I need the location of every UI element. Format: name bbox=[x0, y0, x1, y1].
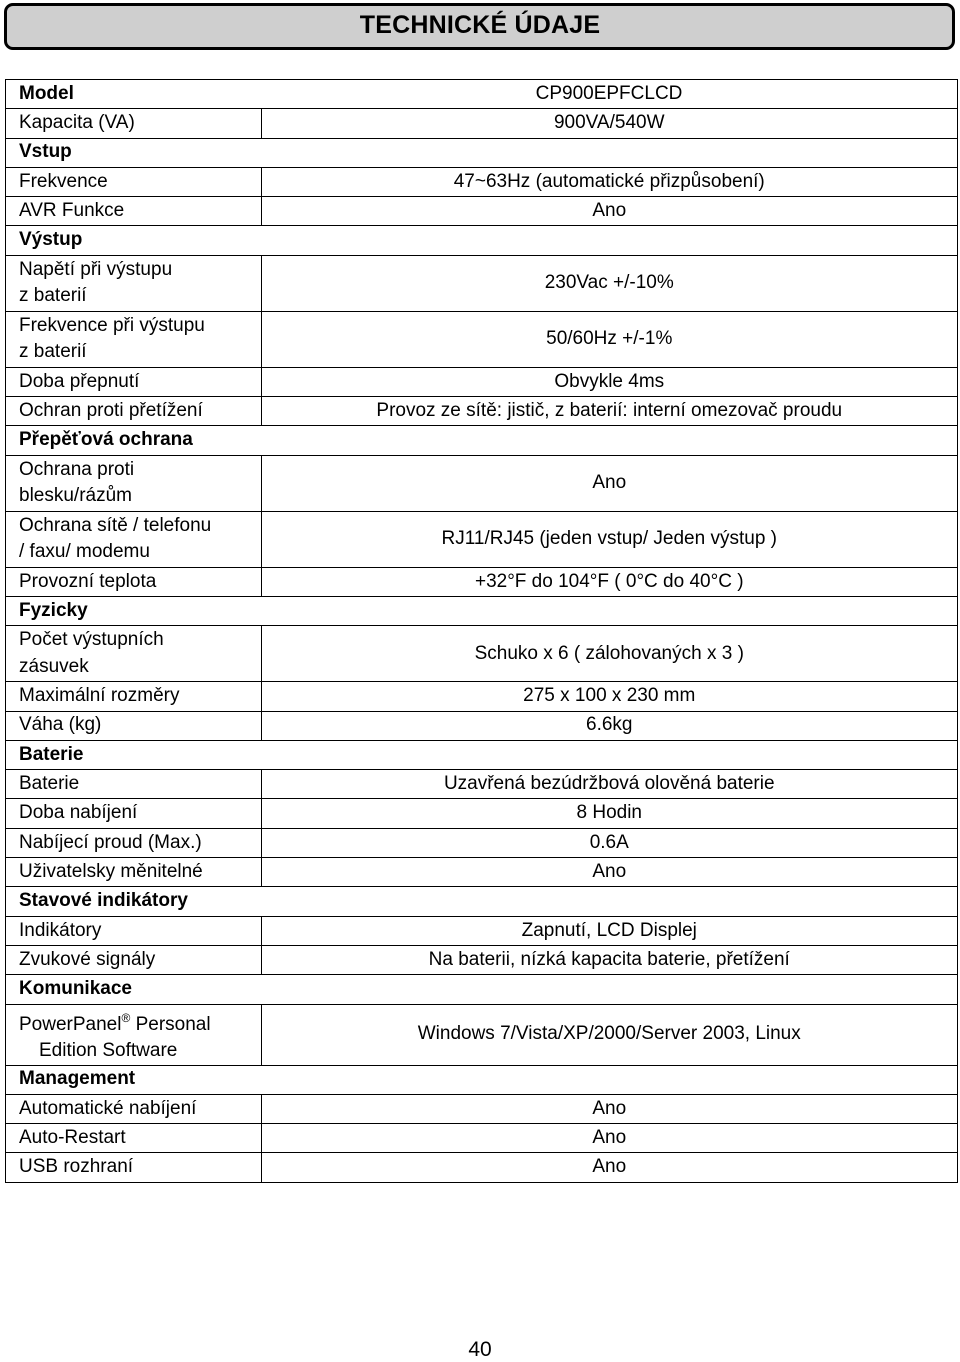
spec-value: Uzavřená bezúdržbová olověná baterie bbox=[261, 770, 958, 799]
product-name-suffix: Personal bbox=[130, 1013, 211, 1035]
section-row bbox=[6, 138, 958, 167]
spec-label-line: Ochrana proti bbox=[19, 458, 135, 480]
spec-label: Indikátory bbox=[6, 916, 262, 945]
spec-label: Maximální rozměry bbox=[6, 682, 262, 711]
table-row bbox=[6, 255, 958, 311]
spec-value: Ano bbox=[261, 197, 958, 226]
spec-value: 275 x 100 x 230 mm bbox=[261, 682, 958, 711]
table-row bbox=[6, 1004, 958, 1065]
spec-value: 230Vac +/-10% bbox=[261, 255, 958, 311]
table-row bbox=[6, 858, 958, 887]
section-row bbox=[6, 740, 958, 769]
spec-label-line: zásuvek bbox=[19, 655, 89, 677]
spec-label: Auto-Restart bbox=[6, 1124, 262, 1153]
spec-label-line: Ochrana sítě / telefonu bbox=[19, 514, 212, 536]
spec-value bbox=[261, 887, 958, 916]
spec-table bbox=[5, 79, 958, 1183]
table-row bbox=[6, 311, 958, 367]
table-row bbox=[6, 916, 958, 945]
table-row bbox=[6, 197, 958, 226]
section-label: Model bbox=[6, 80, 262, 109]
section-label: Baterie bbox=[6, 740, 262, 769]
section-label: Management bbox=[6, 1065, 262, 1094]
table-row bbox=[6, 167, 958, 196]
spec-value: Ano bbox=[261, 1124, 958, 1153]
spec-label bbox=[6, 511, 262, 567]
section-row bbox=[6, 80, 958, 109]
section-label: Vstup bbox=[6, 138, 262, 167]
spec-value: RJ11/RJ45 (jeden vstup/ Jeden výstup ) bbox=[261, 511, 958, 567]
spec-label-line: Frekvence při výstupu bbox=[19, 314, 205, 336]
spec-value: Provoz ze sítě: jistič, z baterií: interní omezovač proudu bbox=[261, 397, 958, 426]
spec-label bbox=[6, 1004, 262, 1065]
spec-label: Doba nabíjení bbox=[6, 799, 262, 828]
table-row bbox=[6, 711, 958, 740]
page-title: TECHNICKÉ ÚDAJE bbox=[359, 11, 601, 39]
page-number: 40 bbox=[468, 1338, 492, 1361]
spec-label: Kapacita (VA) bbox=[6, 109, 262, 138]
spec-value: 47~63Hz (automatické přizpůsobení) bbox=[261, 167, 958, 196]
section-label: Přepěťová ochrana bbox=[6, 426, 262, 455]
spec-label: Provozní teplota bbox=[6, 567, 262, 596]
spec-value: Obvykle 4ms bbox=[261, 367, 958, 396]
spec-value bbox=[261, 975, 958, 1004]
spec-label-line: Napětí při výstupu bbox=[19, 258, 173, 280]
spec-value: Ano bbox=[261, 455, 958, 511]
section-row bbox=[6, 226, 958, 255]
spec-label-line bbox=[19, 1005, 248, 1039]
spec-value bbox=[261, 596, 958, 625]
spec-label: Automatické nabíjení bbox=[6, 1094, 262, 1123]
spec-label bbox=[6, 455, 262, 511]
spec-value: +32°F do 104°F ( 0°C do 40°C ) bbox=[261, 567, 958, 596]
section-row bbox=[6, 1065, 958, 1094]
spec-value: Ano bbox=[261, 858, 958, 887]
spec-value: Ano bbox=[261, 1153, 958, 1182]
table-row bbox=[6, 1094, 958, 1123]
spec-value: 0.6A bbox=[261, 828, 958, 857]
table-row bbox=[6, 682, 958, 711]
spec-value bbox=[261, 740, 958, 769]
section-row bbox=[6, 596, 958, 625]
table-row bbox=[6, 367, 958, 396]
section-label: Výstup bbox=[6, 226, 262, 255]
spec-value bbox=[261, 426, 958, 455]
spec-label-line: blesku/rázům bbox=[19, 485, 132, 507]
spec-label bbox=[6, 255, 262, 311]
spec-label bbox=[6, 311, 262, 367]
spec-label-line: z baterií bbox=[19, 285, 87, 307]
product-name: PowerPanel bbox=[19, 1013, 122, 1035]
spec-value: Ano bbox=[261, 1094, 958, 1123]
table-row bbox=[6, 1153, 958, 1182]
spec-label: Zvukové signály bbox=[6, 945, 262, 974]
section-label: Fyzicky bbox=[6, 596, 262, 625]
spec-value: Schuko x 6 ( zálohovaných x 3 ) bbox=[261, 626, 958, 682]
spec-value: Windows 7/Vista/XP/2000/Server 2003, Linux bbox=[261, 1004, 958, 1065]
spec-label: Váha (kg) bbox=[6, 711, 262, 740]
spec-label: Ochran proti přetížení bbox=[6, 397, 262, 426]
section-row bbox=[6, 975, 958, 1004]
spec-label-line: Počet výstupních bbox=[19, 629, 164, 651]
spec-label-line: z baterií bbox=[19, 341, 87, 363]
spec-label: AVR Funkce bbox=[6, 197, 262, 226]
table-row bbox=[6, 109, 958, 138]
table-row bbox=[6, 511, 958, 567]
table-row bbox=[6, 828, 958, 857]
spec-value: 50/60Hz +/-1% bbox=[261, 311, 958, 367]
spec-value: 900VA/540W bbox=[261, 109, 958, 138]
spec-value: Zapnutí, LCD Displej bbox=[261, 916, 958, 945]
spec-value: 6.6kg bbox=[261, 711, 958, 740]
registered-mark: ® bbox=[121, 1010, 131, 1025]
section-row bbox=[6, 426, 958, 455]
table-row bbox=[6, 799, 958, 828]
spec-label: Uživatelsky měnitelné bbox=[6, 858, 262, 887]
spec-label: Frekvence bbox=[6, 167, 262, 196]
table-row bbox=[6, 567, 958, 596]
spec-label: Nabíjecí proud (Max.) bbox=[6, 828, 262, 857]
spec-label-line: / faxu/ modemu bbox=[19, 541, 150, 563]
spec-label: Baterie bbox=[6, 770, 262, 799]
table-row bbox=[6, 626, 958, 682]
spec-value bbox=[261, 226, 958, 255]
section-label: Komunikace bbox=[6, 975, 262, 1004]
section-label: Stavové indikátory bbox=[6, 887, 262, 916]
spec-value: 8 Hodin bbox=[261, 799, 958, 828]
spec-value: Na baterii, nízká kapacita baterie, přetížení bbox=[261, 945, 958, 974]
spec-value bbox=[261, 138, 958, 167]
section-row bbox=[6, 887, 958, 916]
spec-value bbox=[261, 1065, 958, 1094]
table-row bbox=[6, 397, 958, 426]
spec-label: Doba přepnutí bbox=[6, 367, 262, 396]
spec-value: CP900EPFCLCD bbox=[261, 80, 958, 109]
table-row bbox=[6, 945, 958, 974]
table-row bbox=[6, 455, 958, 511]
table-row bbox=[6, 1124, 958, 1153]
spec-label bbox=[6, 626, 262, 682]
spec-label: USB rozhraní bbox=[6, 1153, 262, 1182]
spec-label-line: Edition Software bbox=[39, 1040, 178, 1062]
table-row bbox=[6, 770, 958, 799]
